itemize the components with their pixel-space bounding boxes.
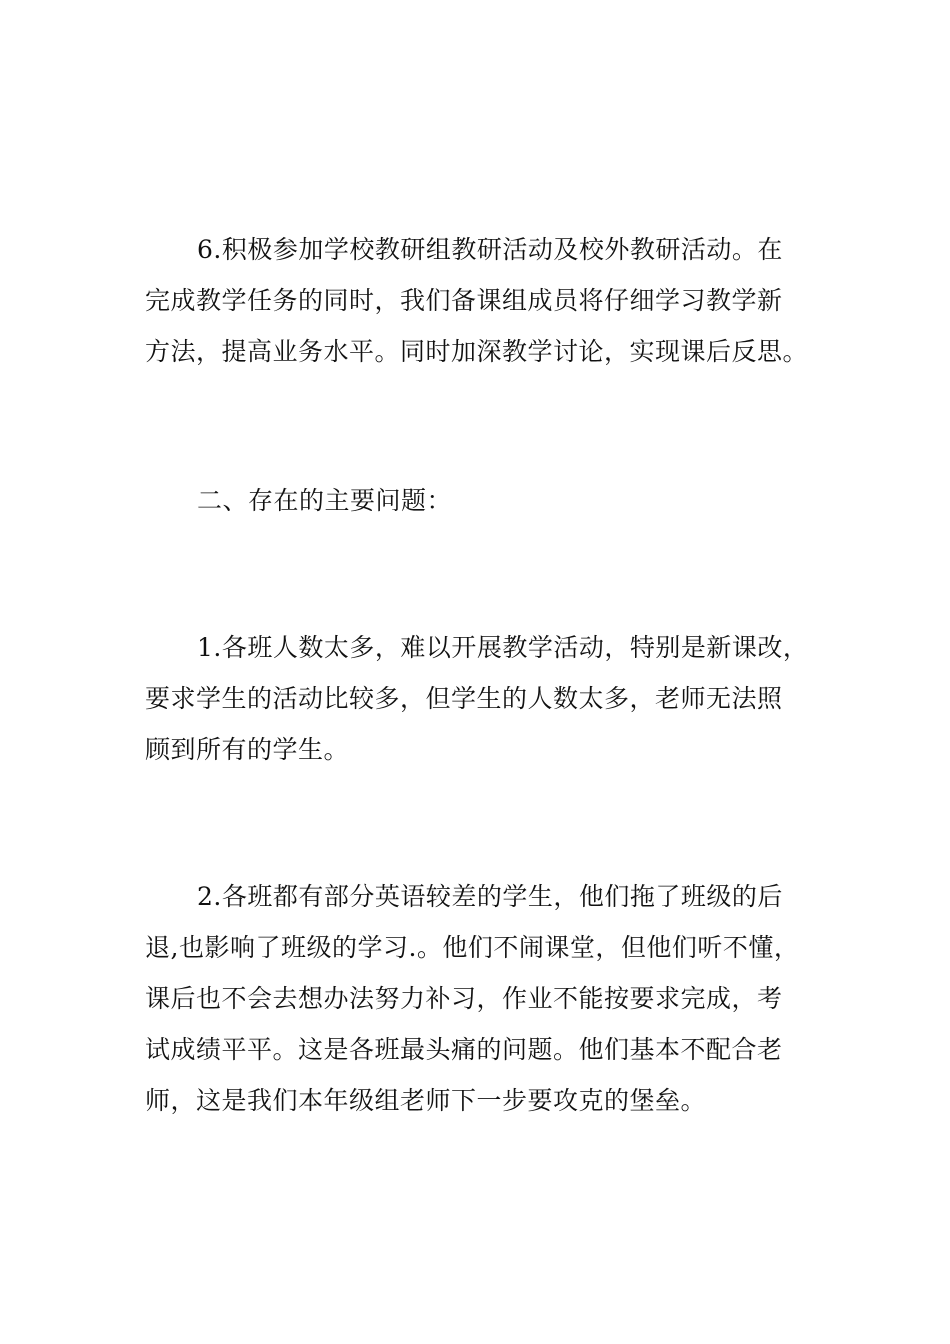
text-line: 课后也不会去想办法努力补习，作业不能按要求完成，考 bbox=[145, 984, 783, 1013]
section-heading-problems bbox=[145, 475, 815, 526]
text-line: 退,也影响了班级的学习.。他们不闹课堂，但他们听不懂， bbox=[145, 933, 800, 962]
paragraph-teaching-research bbox=[145, 224, 815, 377]
heading-text: 二、存在的主要问题： bbox=[197, 486, 453, 515]
text-line: 1.各班人数太多，难以开展教学活动，特别是新课改， bbox=[197, 633, 809, 662]
paragraph-weak-students bbox=[145, 871, 815, 1126]
paragraph-class-size bbox=[145, 622, 815, 775]
text-line: 顾到所有的学生。 bbox=[145, 735, 350, 764]
text-line: 方法，提高业务水平。同时加深教学讨论，实现课后反思。 bbox=[145, 337, 809, 366]
text-line: 完成教学任务的同时，我们备课组成员将仔细学习教学新 bbox=[145, 286, 783, 315]
text-line: 试成绩平平。这是各班最头痛的问题。他们基本不配合老 bbox=[145, 1035, 783, 1064]
text-line: 6.积极参加学校教研组教研活动及校外教研活动。在 bbox=[197, 235, 783, 264]
text-line: 2.各班都有部分英语较差的学生，他们拖了班级的后 bbox=[197, 882, 783, 911]
text-line: 师，这是我们本年级组老师下一步要攻克的堡垒。 bbox=[145, 1086, 707, 1115]
text-line: 要求学生的活动比较多，但学生的人数太多，老师无法照 bbox=[145, 684, 783, 713]
